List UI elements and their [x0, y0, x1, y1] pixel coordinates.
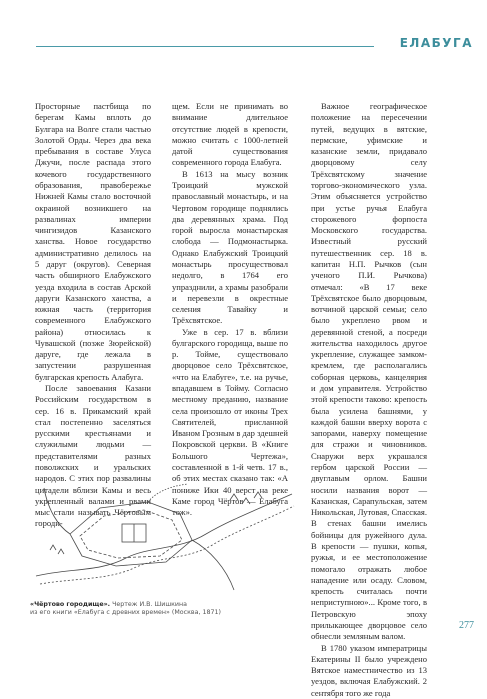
caption-title: «Чёртово городище». — [30, 601, 111, 608]
historical-drawing — [30, 480, 298, 598]
section-title: ЕЛАБУГА — [399, 36, 473, 50]
caption-author: Чертеж И.В. Шишкина — [110, 601, 187, 608]
paragraph: В 1780 указом императрицы Екатерины II было учреждено Вятское наместничество из 13 уездов, включая Елабужский. 2 сентября того же года — [311, 642, 427, 698]
text-column-3 — [311, 101, 427, 699]
paragraph: Уже в сер. 17 в. вблизи булгарского городища, выше по р. Тойме, существовало дворцовое село Трёхсвятское, «что на Елабуге», т.е. на ручье, впадавшем в Тойму. Согласно местному преданию, название села произошло от иконы Трех Святителей, присланной Иваном Грозным в дар здешней Покровской церкви. В «Книге Большого Чертежа», составленной в 1-й четв. 17 в., об этих местах сказано так: «А пониже Ики 40 верст на реке Каме город Чёртов — Елабуга тож». — [172, 326, 288, 518]
page-number: 277 — [459, 620, 474, 631]
caption-source: из его книги «Елабуга с древних времен» (Москва, 1871) — [30, 609, 221, 617]
text-column-2 — [172, 101, 288, 518]
paragraph: В 1613 на мысу возник Троицкий мужской православный монастырь, и на Чертовом городище поднялись два деревянных храма. Под горой выросла монастырская слобода — Подмонастырка. Однако Елабужский Троицкий монастырь просуществовал недолго, в 1764 его упразднили, а храмы разобрали и перевезли в окрестные селения Тавайку и Трёхсвятское. — [172, 168, 288, 326]
paragraph: щем. Если не принимать во внимание длительное отсутствие людей в крепости, можно считать с 1000-летней датой существования современного города Елабуга. — [172, 101, 288, 168]
paragraph: Просторные пастбища по берегам Камы вплоть до Булгара на Волге стали частью Золотой Орды. Через два века пребывания в составе Улуса Джучи, после распада этого кочевого государственного образования, правобережье Нижней Камы стало восточной окраиной возникшего на развалинах империи чингизидов Казанского ханства. Новое государство административно делилось на 5 даруг (округов). Северная часть обширного Елабужского уезда входила в состав Арской даруги Казанского ханства, а южная часть (территория современного Елабужского района) относилась к Чувашской (позже Зюрейской) даруге, где лежала в запустении разрушенная булгарская крепость Алабуга. — [35, 101, 151, 382]
text-column-1 — [35, 101, 151, 530]
paragraph: Важное географическое положение на пересечении путей, ведущих в вятские, пермские, уфимские и казанские земли, придавало дворцовому селу Трёхсвятскому значение торгово-экономического узла. Этим объясняется устройство при устье ручья Елабуга сторожевого форпоста Московского государства. Известный русский путешественник сер. 18 в. капитан Н.П. Рычков (сын ученого П.И. Рычкова) отмечал: «В 17 веке Трёхсвятское было дворцовым, вотчиной царской семьи; село было укреплено рвом и деревянной стеной, а посреди жительства находилось другое укрепление, служащее замком-кремлем, где располагались соборная церковь, канцелярия и дом управителя. Устройство этой крепости таково: крепость была усилена башнями, у каждой башни вверху ворота с запорами, наверху помещение для стражи и чиновников. Снаружи верх украшался гербом царской России — двуглавым орлом. Башни носили названия ворот — Казанская, Сарапульская, затем Никольская, Лутовая, Спасская. В стенах башни имелись бойницы для ружейного дула. В крепости — пушки, копья, ружья, и ее местоположение помогало отражать любое нападение или осаду. Словом, крепость считалась почти неприступною»... Кроме того, в Петровскую эпоху прилыкающее дворцовое село обнесли земляным валом. — [311, 101, 427, 642]
figure-caption — [30, 601, 290, 618]
header-rule — [36, 46, 374, 47]
paragraph: После завоевания Казани Российским государством в сер. 16 в. Прикамский край стал постепенно заселяться русскими крестьянами и служилыми людьми — представителями разных поволжских и уральских народов. С этих пор развалины цитадели вблизи Камы и весь укрепленный валами и рвами мыс стали называть Чёртовым городи- — [35, 383, 151, 529]
